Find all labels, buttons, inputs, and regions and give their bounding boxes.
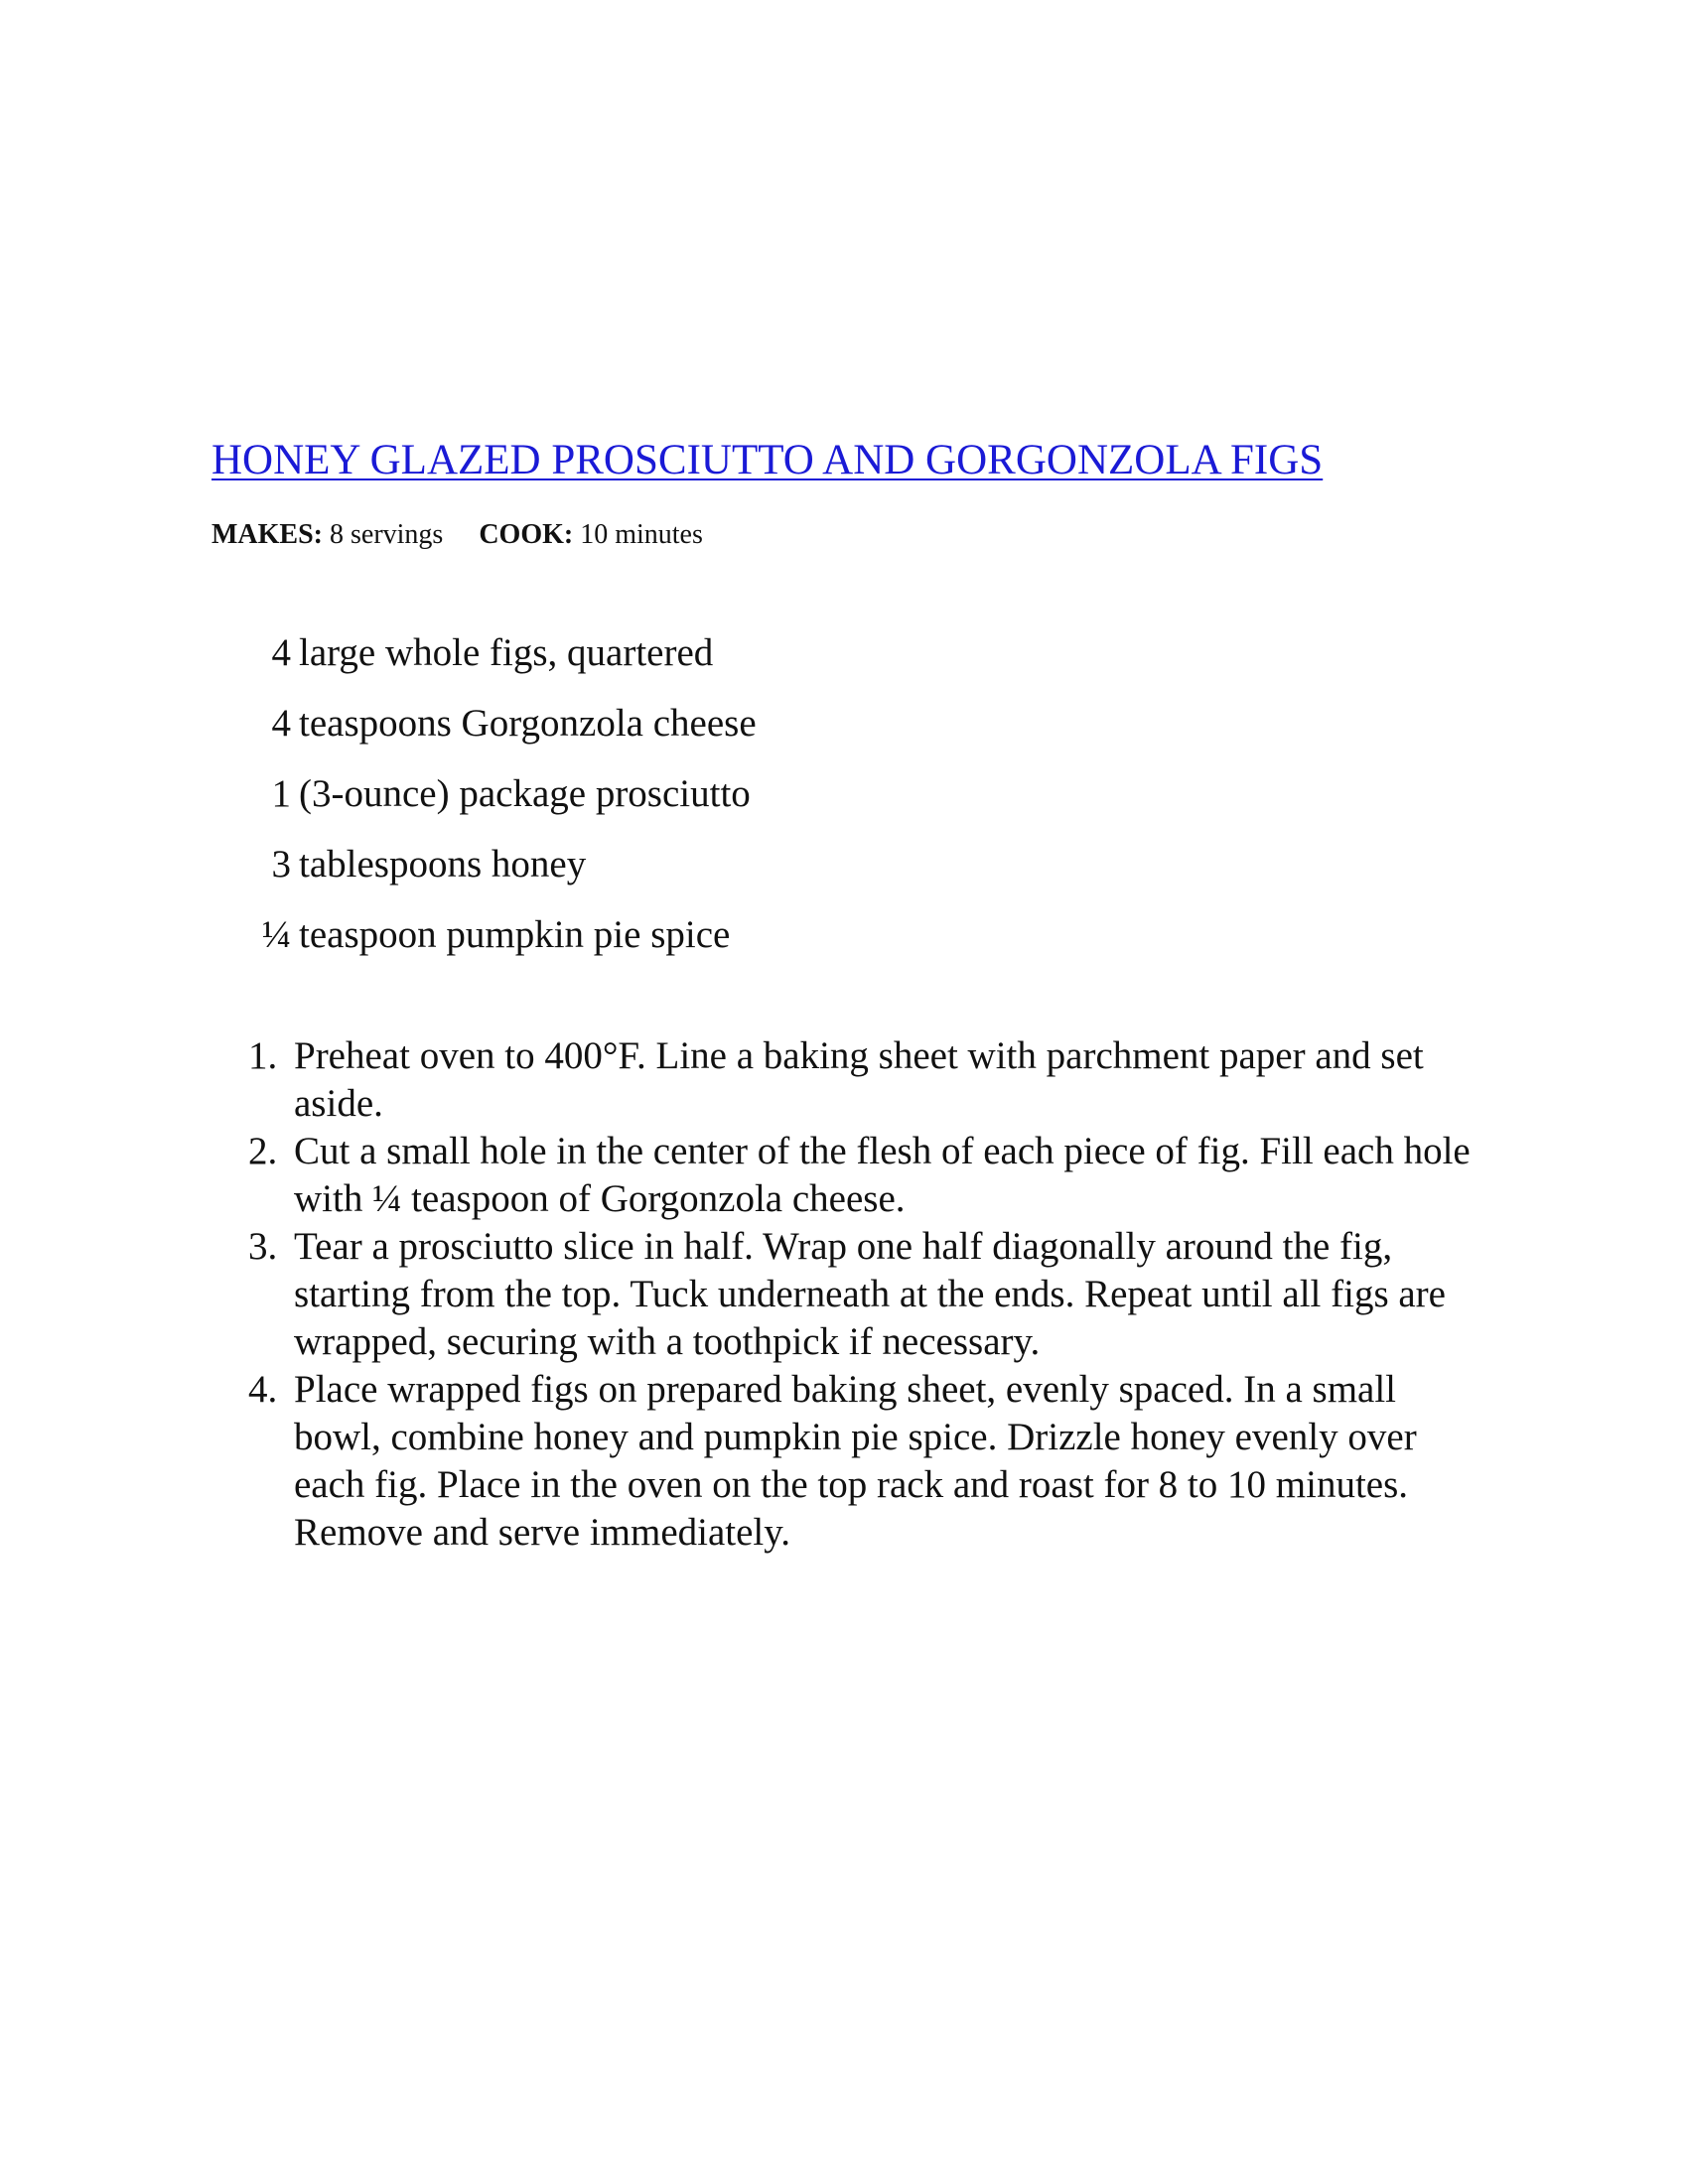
step-number: 2. [248,1130,278,1172]
recipe-title-link[interactable]: HONEY GLAZED PROSCIUTTO AND GORGONZOLA FIGS [211,437,1324,483]
ingredient-text: large whole figs, quartered [299,631,714,674]
instruction-step [248,1223,1489,1366]
recipe-meta [211,517,703,553]
instruction-step [248,1366,1489,1557]
ingredient-item [238,907,757,978]
instruction-step [248,1032,1489,1128]
cook-label: COOK: [479,519,574,550]
instruction-step [248,1128,1489,1223]
step-number: 4. [248,1368,278,1411]
ingredient-item [238,766,757,837]
ingredient-quantity: 3 [271,843,291,886]
ingredient-quantity: 4 [271,702,291,745]
step-number: 1. [248,1034,278,1077]
step-number: 3. [248,1225,278,1268]
ingredient-text: tablespoons honey [299,843,587,886]
step-text: Preheat oven to 400°F. Line a baking sheet with parchment paper and set aside. [294,1034,1424,1125]
step-text: Tear a prosciutto slice in half. Wrap one half diagonally around the fig, starting from the top. Tuck underneath at the ends. Repeat until all figs are wrapped, securing with a toothpick if necessary. [294,1225,1446,1363]
ingredient-list [238,625,757,978]
ingredient-quantity: 1 [271,772,291,815]
ingredient-quantity: ¼ [261,913,291,956]
makes-value: 8 servings [330,519,444,550]
ingredient-text: teaspoons Gorgonzola cheese [299,702,757,745]
step-text: Place wrapped figs on prepared baking sheet, evenly spaced. In a small bowl, combine honey and pumpkin pie spice. Drizzle honey evenly over each fig. Place in the oven on the top rack and roast for 8 to 10 minutes. Remove and serve immediately. [294,1368,1417,1554]
step-text: Cut a small hole in the center of the flesh of each piece of fig. Fill each hole with ¼ teaspoon of Gorgonzola cheese. [294,1130,1471,1220]
ingredient-quantity: 4 [271,631,291,674]
cook-value: 10 minutes [580,519,703,550]
ingredient-item [238,837,757,907]
ingredient-item [238,696,757,766]
ingredient-text: teaspoon pumpkin pie spice [299,913,731,956]
instruction-list [248,1032,1489,1557]
ingredient-item [238,625,757,696]
recipe-title [211,433,1323,488]
makes-label: MAKES: [211,519,323,550]
ingredient-text: (3-ounce) package prosciutto [299,772,751,815]
